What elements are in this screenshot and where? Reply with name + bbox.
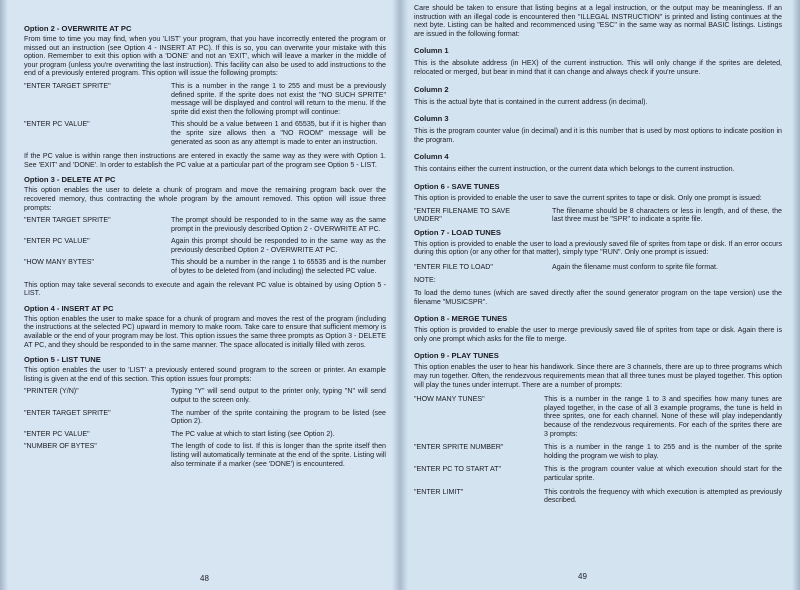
prompt-description: Again the filename must conform to sprite file format. (552, 262, 718, 271)
column-1-text: This is the absolute address (in HEX) of the current instruction. This will only change if the sprites are deleted, relocated or merged, but bear in mind that it can change and always check if you're unsure. (414, 59, 782, 76)
option-9-section (414, 351, 782, 504)
prompt-label: "NUMBER OF BYTES" (24, 442, 97, 451)
option-4-heading: Option 4 - INSERT AT PC (24, 303, 114, 313)
column-1-section (414, 46, 782, 76)
prompt-item (24, 409, 386, 426)
option-3-heading: Option 3 - DELETE AT PC (24, 175, 116, 185)
prompt-item (24, 237, 386, 254)
prompt-item (24, 442, 386, 468)
option-2-outro: If the PC value is within range then instructions are entered in exactly the same way as they were with Option 1. See 'EXIT' and 'DONE'. In order to establish the PC value at a particular part of the program see Option 5 - LIST. (24, 152, 386, 169)
prompt-description: This should be a value between 1 and 65535, but if it is higher than the sprite size allows then a "NO ROOM" message will be generated as soon as any attempt is made to enter an instruction. (171, 120, 386, 146)
column-2-text: This is the actual byte that is contained in the current address (in decimal). (414, 97, 648, 106)
book-gutter-shadow (392, 0, 408, 590)
prompt-description: This is a number in the range 1 to 3 and specifies how many tunes are played together, in the case of all 3 example programs, the tune is held in three sprites, one for each channel. None of these will play independantly because of the rendezvous requirements. For each of the sprites there are 3 prompts: (544, 395, 782, 438)
option-3-outro: This option may take several seconds to execute and again the relevant PC value is obtained by using Option 5 - LIST. (24, 280, 386, 298)
column-4-section (414, 152, 782, 174)
option-5-intro: This option enables the user to 'LIST' a previously entered sound program to the screen or printer. An example listing is given at the end of this section. This option issues four prompts: (24, 366, 386, 383)
option-3-section (24, 175, 386, 298)
prompt-item (24, 120, 386, 146)
prompt-description: This controls the frequency with which execution is attempted as previously described. (544, 487, 782, 505)
prompt-item (414, 207, 782, 224)
prompt-item (414, 443, 782, 460)
prompt-description: This is the program counter value at which execution should start for the particular sprite. (544, 465, 782, 482)
prompt-item (24, 216, 386, 233)
prompt-label: "ENTER TARGET SPRITE" (24, 408, 111, 417)
prompt-item (24, 430, 386, 439)
option-6-section (414, 182, 782, 224)
note-label: NOTE: (414, 275, 436, 284)
option-9-intro: This option enables the user to hear his handiwork. Since there are 3 channels, there are up to three programs which may run together. Often, the rendezvous requirements mean that all three tunes must be played together. This option will play the tunes under interrupt. There are a number of prompts: (414, 363, 782, 389)
option-3-intro: This option enables the user to delete a chunk of program and move the remaining program back over the recovered memory, thus contracting the whole program by the amount removed. This option will issue three prompts: (24, 186, 386, 212)
prompt-label: "HOW MANY TUNES" (414, 395, 485, 404)
option-2-heading: Option 2 - OVERWRITE AT PC (24, 24, 132, 33)
option-2-section (24, 24, 386, 169)
prompt-item (414, 488, 782, 505)
prompt-item (24, 82, 386, 116)
prompt-description: The PC value at which to start listing (see Option 2). (171, 429, 335, 438)
prompt-label: "ENTER TARGET SPRITE" (24, 81, 111, 90)
note-text: To load the demo tunes (which are saved directly after the sound generator program on the tape version) use the filename "MUSICSPR". (414, 289, 782, 306)
column-3-text: This is the program counter value (in decimal) and it is this number that is used by most options to indicate position in the program. (414, 127, 782, 144)
prompt-item (24, 387, 386, 404)
prompt-description: This should be a number in the range 1 to 65535 and is the number of bytes to be deleted from (and including) the selected PC value. (171, 258, 386, 276)
column-4-text: This contains either the current instruction, or the current data which belongs to the current instruction. (414, 165, 735, 174)
prompt-label: "PRINTER (Y/N)" (24, 387, 79, 396)
column-1-heading: Column 1 (414, 46, 449, 56)
prompt-item (414, 465, 782, 482)
prompt-description: This is a number in the range 1 to 255 and must be a previously defined sprite. If the sprite does not exist the "NO SUCH SPRITE" message will be displayed and control will return to the menu. If the sprite did exist then the following prompt will continue: (171, 81, 386, 116)
option-6-heading: Option 6 - SAVE TUNES (414, 181, 500, 191)
option-8-intro: This option is provided to enable the user to merge previously saved file of sprites from tape or disk. Again there is only one prompt which asks for the file to merge. (414, 326, 782, 343)
listing-intro: Care should be taken to ensure that listing begins at a legal instruction, or the output may be meaningless. If an instruction with an illegal code is encountered then "ILLEGAL INSTRUCTION" is printed and listing continues at the next byte. Listing can be halted and recommenced using "ESC" in the same way as normal BASIC listings. Listings are issued in the following format: (414, 4, 782, 38)
column-2-heading: Column 2 (414, 84, 449, 94)
column-3-section (414, 114, 782, 144)
option-4-intro: This option enables the user to make space for a chunk of program and moves the rest of the program (including the instructions at the selected PC) upward in memory to make room. Take care to ensure that sufficient memory is available or the end of your program may be lost. This option issues the same three prompts as Option 3 - DELETE AT PC, and they should be responded to in the same manner. The space allocated is initially filled with zeros. (24, 314, 386, 349)
option-9-heading: Option 9 - PLAY TUNES (414, 351, 499, 361)
prompt-label: "ENTER FILE TO LOAD" (414, 262, 493, 271)
prompt-label: "ENTER PC VALUE" (24, 120, 90, 129)
prompt-label: "ENTER LIMIT" (414, 487, 464, 496)
page-right (400, 0, 800, 590)
prompt-description: The filename should be 8 characters or less in length, and of these, the last three must be "SPR" to indicate a sprite file. (552, 206, 782, 224)
option-8-section (414, 314, 782, 343)
right-edge-shadow (792, 0, 800, 590)
left-edge-shadow (0, 0, 8, 590)
option-6-intro: This option is provided to enable the user to save the current sprites to tape or disk. Only one prompt is issued: (414, 193, 762, 202)
prompt-label: "ENTER SPRITE NUMBER" (414, 443, 504, 452)
column-3-heading: Column 3 (414, 114, 449, 124)
prompt-item (414, 395, 782, 438)
column-2-section (414, 85, 782, 107)
option-2-intro: From time to time you may find, when you 'LIST' your program, that you have incorrectly entered the program or missed out an instruction (see Option 4 - INSERT AT PC). If this is so, you can overwrite your mistake with this option. Remember to exit this option with a 'DONE' and not an 'EXIT', which will leave a marker in the middle of your program (unless you're overwriting the last instruction). This facility can also be used to add instructions to the end of a previously entered program. This option will issue the following prompts: (24, 35, 386, 78)
option-5-heading: Option 5 - LIST TUNE (24, 355, 101, 365)
prompt-item (414, 263, 782, 272)
option-4-section (24, 304, 386, 349)
prompt-description: This is a number in the range 1 to 255 and is the number of the sprite holding the program we wish to play. (544, 443, 782, 460)
prompt-description: Again this prompt should be responded to in the same way as the previously described Option 2 - OVERWRITE AT PC. (171, 237, 386, 254)
prompt-label: "ENTER PC VALUE" (24, 429, 90, 438)
prompt-label: "ENTER PC VALUE" (24, 237, 90, 246)
page-number-left: 48 (200, 574, 209, 583)
prompt-description: The prompt should be responded to in the same way as the same prompt in the previously described Option 2 - OVERWRITE AT PC. (171, 216, 386, 233)
prompt-label: "ENTER FILENAME TO SAVE UNDER" (414, 206, 510, 224)
option-5-section (24, 355, 386, 468)
page-number-right: 49 (578, 572, 587, 581)
option-7-section (414, 228, 782, 307)
prompt-description: Typing "Y" will send output to the printer only, typing "N" will send output to the screen only. (171, 387, 386, 404)
option-7-heading: Option 7 - LOAD TUNES (414, 227, 501, 237)
prompt-description: The length of code to list. If this is longer than the sprite itself then listing will automatically terminate at the end of the sprite. Listing will also terminate if a marker (see 'DONE') is encountered. (171, 442, 386, 468)
prompt-label: "ENTER TARGET SPRITE" (24, 216, 111, 225)
option-7-intro: This option is provided to enable the user to load a previously saved file of sprites from tape or disk. If an error occurs during this option (or any other for that matter), simply type "RUN". Only one prompt is issued: (414, 239, 782, 257)
option-8-heading: Option 8 - MERGE TUNES (414, 314, 508, 324)
column-4-heading: Column 4 (414, 152, 449, 162)
prompt-label: "ENTER PC TO START AT" (414, 465, 502, 474)
prompt-item (24, 258, 386, 275)
prompt-description: The number of the sprite containing the program to be listed (see Option 2). (171, 408, 386, 426)
prompt-label: "HOW MANY BYTES" (24, 258, 94, 267)
